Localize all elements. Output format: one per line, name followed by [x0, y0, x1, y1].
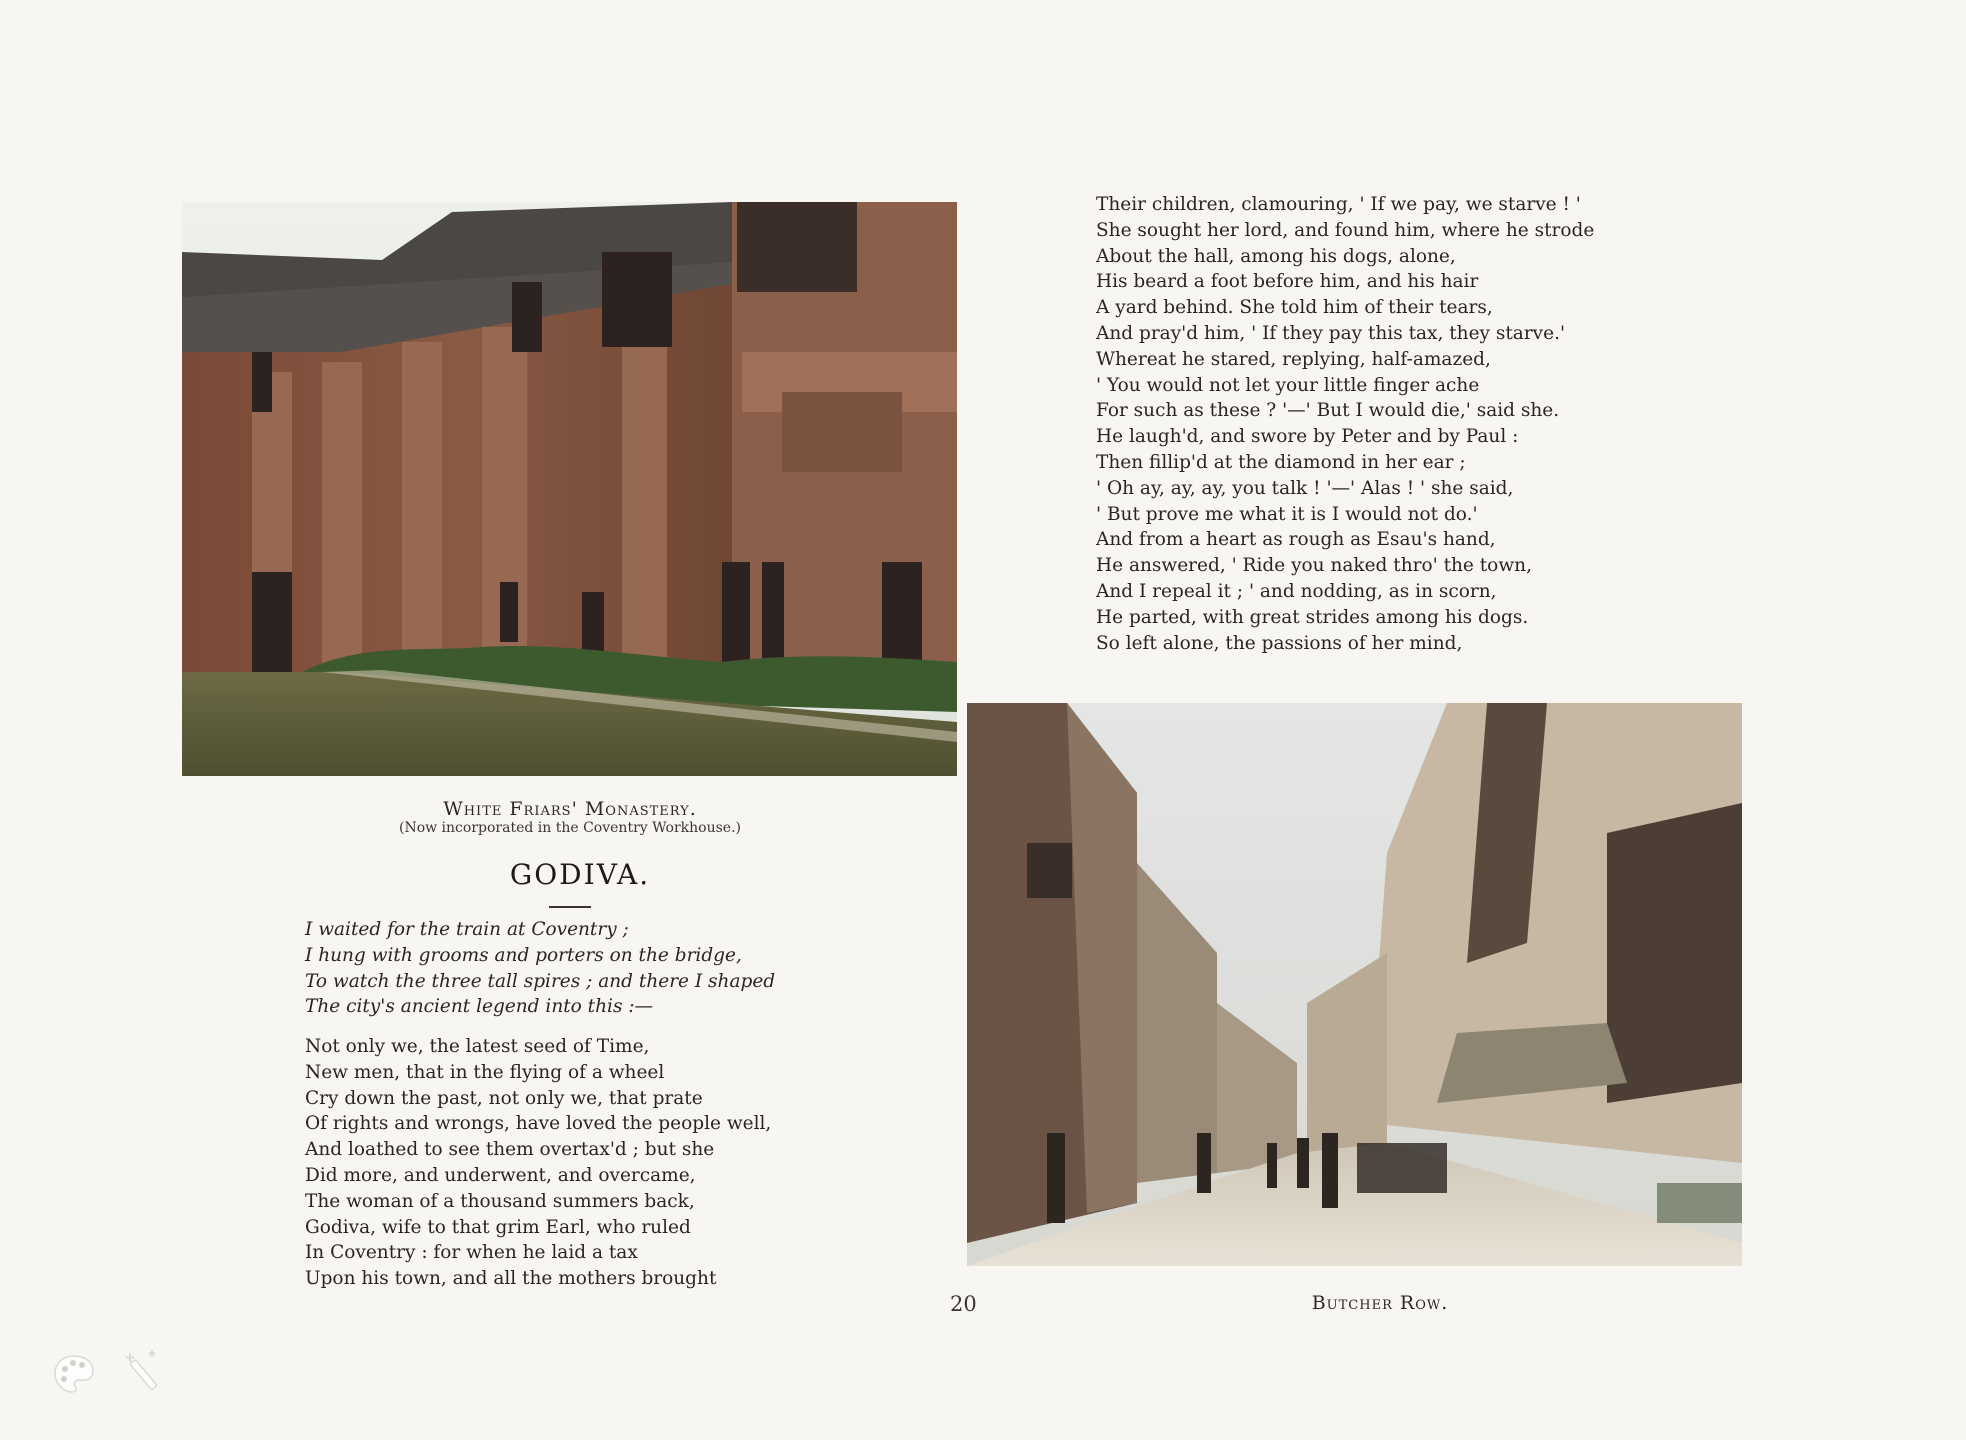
- verse-line: For such as these ? '—' But I would die,' said she.: [1096, 400, 1560, 422]
- verse-line: He answered, ' Ride you naked thro' the town,: [1096, 555, 1532, 577]
- verse-line: She sought her lord, and found him, where he strode: [1096, 219, 1595, 241]
- verse-line: Upon his town, and all the mothers brought: [305, 1268, 717, 1290]
- verse-line: And I repeal it ; ' and nodding, as in scorn,: [1096, 580, 1497, 602]
- verse-line: I hung with grooms and porters on the bridge,: [305, 944, 742, 966]
- magic-wand-icon[interactable]: [122, 1348, 166, 1392]
- verse-line: About the hall, among his dogs, alone,: [1096, 245, 1456, 267]
- verse-line: To watch the three tall spires ; and there I shaped: [305, 970, 776, 992]
- white-friars-subcaption: (Now incorporated in the Coventry Workhouse.): [398, 820, 742, 836]
- verse-line: Of rights and wrongs, have loved the people well,: [305, 1113, 772, 1135]
- butcher-row-caption: Butcher Row.: [1311, 1292, 1449, 1314]
- verse-line: And pray'd him, ' If they pay this tax, they starve.': [1096, 322, 1566, 344]
- title-divider: [549, 906, 591, 908]
- verse-line: The woman of a thousand summers back,: [305, 1190, 695, 1212]
- verse-line: ' You would not let your little finger ache: [1096, 374, 1480, 396]
- verse-line: His beard a foot before him, and his hair: [1096, 271, 1479, 293]
- verse-line: He parted, with great strides among his dogs.: [1096, 606, 1529, 628]
- verse-line: Godiva, wife to that grim Earl, who ruled: [305, 1216, 691, 1238]
- white-friars-photo: [182, 202, 957, 776]
- page-number: 20: [950, 1292, 977, 1316]
- verse-line: I waited for the train at Coventry ;: [305, 919, 629, 940]
- poem-title: GODIVA.: [509, 858, 651, 891]
- verse-line: The city's ancient legend into this :—: [305, 996, 654, 1018]
- verse-line: And from a heart as rough as Esau's hand,: [1096, 529, 1496, 551]
- verse-line: Cry down the past, not only we, that prate: [305, 1087, 703, 1109]
- verse-line: Not only we, the latest seed of Time,: [305, 1036, 650, 1057]
- verse-line: Did more, and underwent, and overcame,: [305, 1164, 696, 1186]
- poem-intro: [305, 917, 775, 1020]
- palette-icon[interactable]: [52, 1352, 96, 1396]
- poem-left-column: [305, 1034, 771, 1292]
- verse-line: So left alone, the passions of her mind,: [1096, 632, 1463, 654]
- verse-line: ' Oh ay, ay, ay, you talk ! '—' Alas ! ' she said,: [1096, 477, 1514, 499]
- verse-line: New men, that in the flying of a wheel: [305, 1061, 665, 1083]
- verse-line: In Coventry : for when he laid a tax: [305, 1242, 638, 1264]
- verse-line: And loathed to see them overtax'd ; but she: [305, 1139, 715, 1161]
- verse-line: He laugh'd, and swore by Peter and by Paul :: [1096, 426, 1519, 448]
- verse-line: ' But prove me what it is I would not do.': [1096, 503, 1478, 525]
- verse-line: Whereat he stared, replying, half-amazed,: [1096, 348, 1491, 370]
- verse-line: A yard behind. She told him of their tears,: [1096, 297, 1493, 319]
- verse-line: Then fillip'd at the diamond in her ear ;: [1096, 451, 1466, 473]
- white-friars-caption: White Friars' Monastery.: [443, 798, 697, 820]
- verse-line: Their children, clamouring, ' If we pay, we starve ! ': [1096, 194, 1581, 215]
- butcher-row-photo: [967, 703, 1742, 1266]
- poem-right-column: [1096, 192, 1594, 656]
